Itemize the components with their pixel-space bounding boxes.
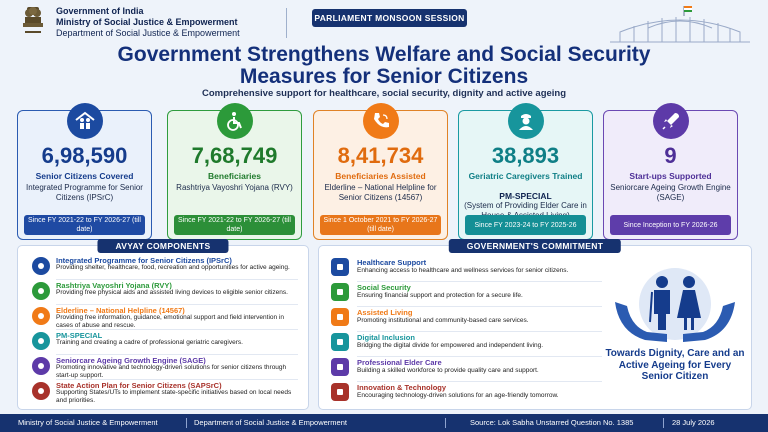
stat-card-elderline — [313, 110, 448, 240]
page-subtitle: Comprehensive support for healthcare, social security, dignity and active ageing — [201, 88, 567, 99]
commitment-item — [331, 283, 611, 305]
stat-number: 38,893 — [491, 143, 560, 168]
stat-period: Since FY 2023-24 to FY 2025-26 — [465, 215, 586, 235]
list-divider — [357, 306, 602, 307]
stat-desc: Integrated Programme for Senior Citizens (IPSrC) — [26, 183, 143, 202]
commitment-item-title: Professional Elder Care — [357, 358, 442, 367]
avyay-components-panel — [17, 241, 309, 410]
title-line-2: Measures for Senior Citizens — [239, 65, 529, 88]
stat-period: Since FY 2021-22 to FY 2026-27 (till date) — [174, 215, 295, 235]
gov-name: Government of India — [56, 6, 144, 16]
phone-icon — [363, 103, 399, 139]
list-divider — [357, 381, 602, 382]
footer-date: 28 July 2026 — [672, 418, 715, 427]
commitment-item — [331, 308, 611, 330]
stat-label: Start-ups Supported — [629, 171, 712, 181]
avyay-item — [32, 331, 302, 353]
national-emblem-icon — [18, 5, 48, 41]
avyay-item — [32, 306, 302, 328]
avyay-item-title: Elderline – National Helpline (14567) — [56, 306, 185, 315]
footer-ministry: Ministry of Social Justice & Empowerment — [18, 418, 158, 427]
commitment-item — [331, 383, 611, 405]
wheelchair-icon — [32, 282, 50, 300]
commitment-panel-title: GOVERNMENT'S COMMITMENT — [449, 239, 621, 253]
stat-card-ipsrc — [17, 110, 152, 240]
title-line-1: Government Strengthens Welfare and Social Security — [117, 43, 651, 66]
stat-period: Since 1 October 2021 to FY 2026-27 (till date) — [320, 215, 441, 235]
session-badge: PARLIAMENT MONSOON SESSION — [312, 9, 467, 27]
header-divider — [286, 8, 287, 38]
commitment-item-desc: Bridging the digital divide for empowered and independent living. — [357, 342, 544, 349]
list-divider — [56, 354, 298, 355]
commitment-item-desc: Encouraging technology-driven solutions for an age-friendly tomorrow. — [357, 392, 559, 399]
list-divider — [357, 356, 602, 357]
stat-period: Since FY 2021-22 to FY 2026-27 (till date) — [24, 215, 145, 235]
avyay-item — [32, 281, 302, 303]
avyay-item-title: Integrated Programme for Senior Citizens (IPSrC) — [56, 256, 232, 265]
footer-separator — [663, 418, 664, 428]
ministry-block — [56, 6, 240, 39]
stat-label: Beneficiaries — [208, 171, 261, 181]
avyay-panel-title: AVYAY COMPONENTS — [97, 239, 228, 253]
avyay-item-title: Rashtriya Vayoshri Yojana (RVY) — [56, 281, 172, 290]
commitment-item-title: Innovation & Technology — [357, 383, 447, 392]
stat-period: Since Inception to FY 2026-26 — [610, 215, 731, 235]
stat-label: Geriatric Caregivers Trained — [468, 171, 583, 181]
list-divider — [56, 379, 298, 380]
stat-card-rvy — [167, 110, 302, 240]
stat-number: 9 — [664, 143, 677, 168]
list-divider — [357, 331, 602, 332]
nurse-icon — [508, 103, 544, 139]
ministry-name: Ministry of Social Justice & Empowerment — [56, 17, 238, 27]
phone-icon — [331, 333, 349, 351]
footer-separator — [445, 418, 446, 428]
page-title — [0, 44, 768, 88]
stat-number: 7,68,749 — [191, 143, 278, 168]
rocket-icon — [653, 103, 689, 139]
commitment-item — [331, 258, 611, 280]
wheelchair-icon — [217, 103, 253, 139]
bulb-icon — [331, 383, 349, 401]
avyay-item — [32, 381, 302, 403]
avyay-item-desc: Providing shelter, healthcare, food, recreation and opportunities for active ageing. — [56, 264, 290, 271]
commitment-item — [331, 333, 611, 355]
avyay-item-desc: Supporting States/UTs to implement state-specific initiatives based on local needs and priorities. — [56, 389, 292, 404]
stat-desc: Elderline – National Helpline for Senior Citizens (14567) — [324, 183, 437, 202]
avyay-item-desc: Providing free physical aids and assisted living devices to eligible senior citizens. — [56, 289, 288, 296]
commitment-item-title: Digital Inclusion — [357, 333, 415, 342]
commitment-item-desc: Promoting institutional and community-based care services. — [357, 317, 529, 324]
caregiver-icon — [331, 358, 349, 376]
rocket-icon — [32, 357, 50, 375]
list-divider — [357, 281, 602, 282]
avyay-item-title: Seniorcare Ageing Growth Engine (SAGE) — [56, 356, 206, 365]
stat-label: Senior Citizens Covered — [35, 171, 134, 181]
stat-card-pm-special — [458, 110, 593, 240]
commitment-item-title: Healthcare Support — [357, 258, 427, 267]
stat-desc-title: PM-SPECIAL — [499, 191, 552, 201]
list-divider — [56, 279, 298, 280]
parliament-building-icon — [600, 4, 760, 46]
footer-separator — [186, 418, 187, 428]
avyay-item-desc: Promoting innovative and technology-driven solutions for senior citizens through start-up support. — [56, 364, 287, 379]
avyay-item-title: State Action Plan for Senior Citizens (SAPSrC) — [56, 381, 222, 390]
footer — [0, 414, 768, 432]
stat-desc: Rashtriya Vayoshri Yojana (RVY) — [176, 183, 293, 192]
avyay-item-title: PM-SPECIAL — [56, 331, 103, 340]
heart-icon — [331, 258, 349, 276]
dignity-illustration — [605, 262, 745, 407]
avyay-item-desc: Training and creating a cadre of professional geriatric caregivers. — [56, 339, 243, 346]
commitment-item-title: Social Security — [357, 283, 411, 292]
stat-desc: Seniorcare Ageing Growth Engine (SAGE) — [610, 183, 731, 202]
commitment-item — [331, 358, 611, 380]
footer-department: Department of Social Justice & Empowerment — [194, 418, 347, 427]
stat-desc: (System of Providing Elder Care in — [464, 201, 587, 210]
family-home-icon — [32, 257, 50, 275]
shield-icon — [331, 283, 349, 301]
commitment-item-desc: Ensuring financial support and protection for a secure life. — [357, 292, 523, 299]
avyay-item — [32, 256, 302, 278]
stat-label: Beneficiaries Assisted — [335, 171, 426, 181]
list-divider — [56, 304, 298, 305]
phone-icon — [32, 307, 50, 325]
government-building-icon — [32, 382, 50, 400]
commitment-item-title: Assisted Living — [357, 308, 413, 317]
department-name: Department of Social Justice & Empowerment — [56, 28, 240, 38]
commitment-item-desc: Enhancing access to healthcare and wellness services for senior citizens. — [357, 267, 569, 274]
elderly-couple-hands-icon — [605, 262, 745, 348]
nurse-icon — [32, 332, 50, 350]
list-divider — [56, 329, 298, 330]
avyay-item-desc: Providing free information, guidance, emotional support and field intervention in cases of abuse and rescue. — [56, 314, 284, 329]
stat-number: 8,41,734 — [337, 143, 424, 168]
avyay-item — [32, 356, 302, 378]
home-icon — [331, 308, 349, 326]
footer-source: Source: Lok Sabha Unstarred Question No. 1385 — [470, 418, 634, 427]
dignity-tagline: Towards Dignity, Care and an Active Ageing for Every Senior Citizen — [605, 348, 745, 382]
header — [0, 0, 768, 44]
stat-card-sage — [603, 110, 738, 240]
commitment-item-desc: Building a skilled workforce to provide quality care and support. — [357, 367, 539, 374]
stat-number: 6,98,590 — [41, 143, 128, 168]
family-home-icon — [67, 103, 103, 139]
